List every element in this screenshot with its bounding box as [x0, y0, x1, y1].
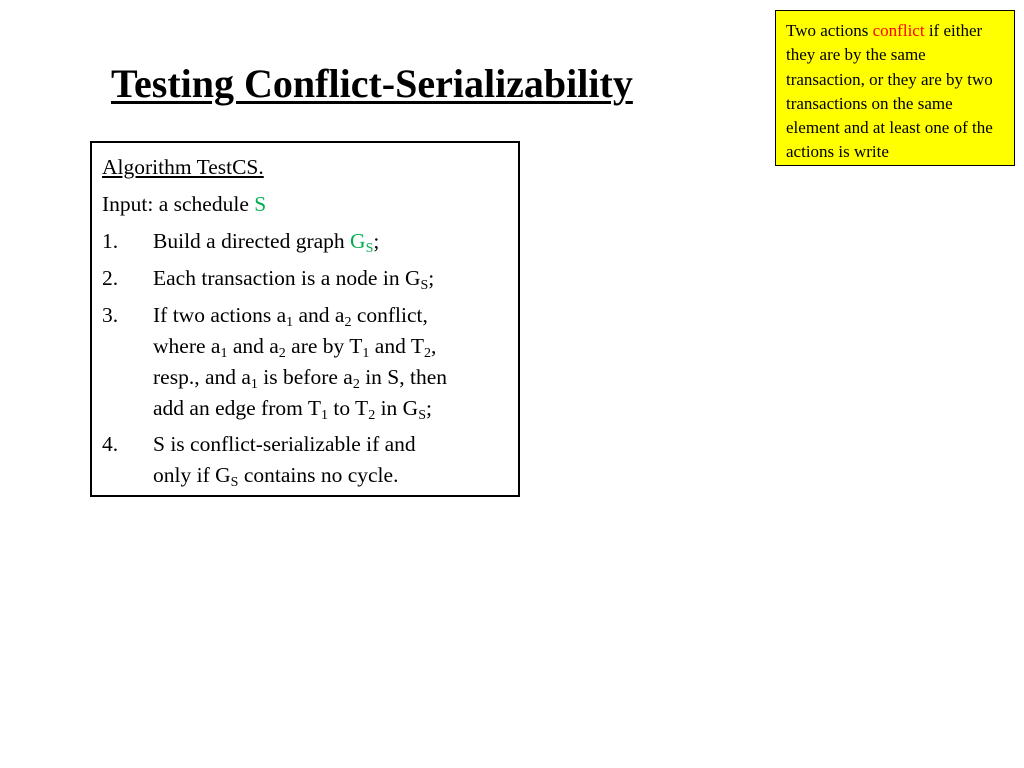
- algorithm-name: Algorithm TestCS.: [102, 155, 264, 179]
- algorithm-step: [102, 223, 508, 260]
- algorithm-box: [90, 141, 520, 497]
- algorithm-step: [102, 300, 508, 424]
- step-number: 4.: [102, 432, 119, 456]
- step-text: S is conflict-serializable if and only if $G_S$ contains no cycle.: [153, 432, 416, 490]
- step-number: 3.: [102, 303, 119, 327]
- note-highlight: conflict: [872, 21, 925, 40]
- step-text: Each transaction is a node in $G_S$;: [153, 266, 435, 293]
- input-variable: S: [254, 192, 267, 216]
- conflict-definition-note: [775, 10, 1015, 166]
- step-number: 1.: [102, 229, 119, 253]
- algorithm-step: [102, 260, 508, 297]
- algorithm-input-line: [102, 186, 508, 223]
- algorithm-name-line: [102, 149, 508, 186]
- step-text: Build a directed graph $G_S$;: [153, 229, 380, 256]
- input-label: Input: a schedule: [102, 192, 255, 216]
- step-text: If two actions $a_1$ and $a_2$ conflict, where $a_1$ and $a_2$ are by $T_1$ and $T_2$, resp., and $a_1$ is before $a_2$ in S, then add an edge from $T_1$ to $T_2$ in $G_S$;: [153, 303, 448, 423]
- algorithm-step: [102, 429, 508, 491]
- slide-title: Testing Conflict-Serializability: [111, 61, 633, 106]
- step-number: 2.: [102, 266, 119, 290]
- note-suffix: if either they are by the same transaction, or they are by two transactions on the same element and at least one of the actions is write: [786, 21, 993, 162]
- note-prefix: Two actions: [786, 21, 873, 40]
